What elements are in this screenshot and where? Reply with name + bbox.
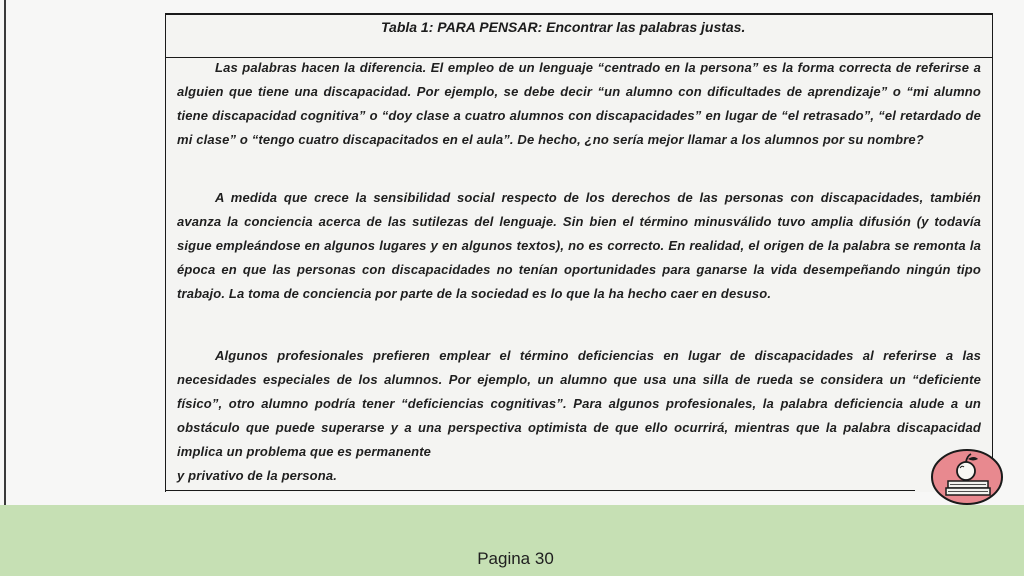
table-title-row [166, 15, 992, 58]
paragraph-3-ending: y privativo de la persona. [177, 468, 337, 483]
table-bottom-rule [165, 490, 915, 491]
apple-books-icon [930, 447, 1004, 505]
table-frame [165, 13, 993, 492]
left-margin-rule [4, 0, 6, 505]
paragraph-2: A medida que crece la sensibilidad social respecto de los derechos de las personas con discapacidades, también avanza la conciencia acerca de las sutilezas del lenguaje. Sin bien el término minusválido tuvo amplia difusión (y todavía sigue empleándose en algunos lugares y en algunos textos), no es correcto. En realidad, el origen de la palabra se remonta la época en que las personas con discapacidades no tenían oportunidades para ganarse la vida desempeñando ningún tipo trabajo. La toma de conciencia por parte de la sociedad es lo que la ha hecho caer en desuso. [177, 190, 981, 301]
scanned-table [165, 13, 993, 492]
paragraph-3 [177, 344, 981, 488]
table-title: Tabla 1: PARA PENSAR: Encontrar las palabras justas. [381, 19, 746, 35]
page-number: Pagina 30 [477, 549, 554, 568]
paragraph-1: Las palabras hacen la diferencia. El empleo de un lenguaje “centrado en la persona” es la forma correcta de referirse a alguien que tiene una discapacidad. Por ejemplo, se debe decir “un alumno con dificultades de aprendizaje” o “mi alumno tiene discapacidad cognitiva” o “doy clase a cuatro alumnos con discapacidades” en lugar de “el retrasado”, “el retardado de mi clase” o “tengo cuatro discapacitados en el aula”. De hecho, ¿no sería mejor llamar a los alumnos por su nombre? [177, 60, 981, 147]
paragraph-3-text: Algunos profesionales prefieren emplear el término deficiencias en lugar de discapacidades al referirse a las necesidades especiales de los alumnos. Por ejemplo, un alumno que usa una silla de rueda se considera un “deficiente físico”, otro alumno podría tener “deficiencias cognitivas”. Para algunos profesionales, la palabra deficiencia alude a un obstáculo que puede superarse y a una perspectiva optimista de que ello ocurrirá, mientras que la palabra discapacidad implica un problema que es permanente [177, 348, 981, 459]
